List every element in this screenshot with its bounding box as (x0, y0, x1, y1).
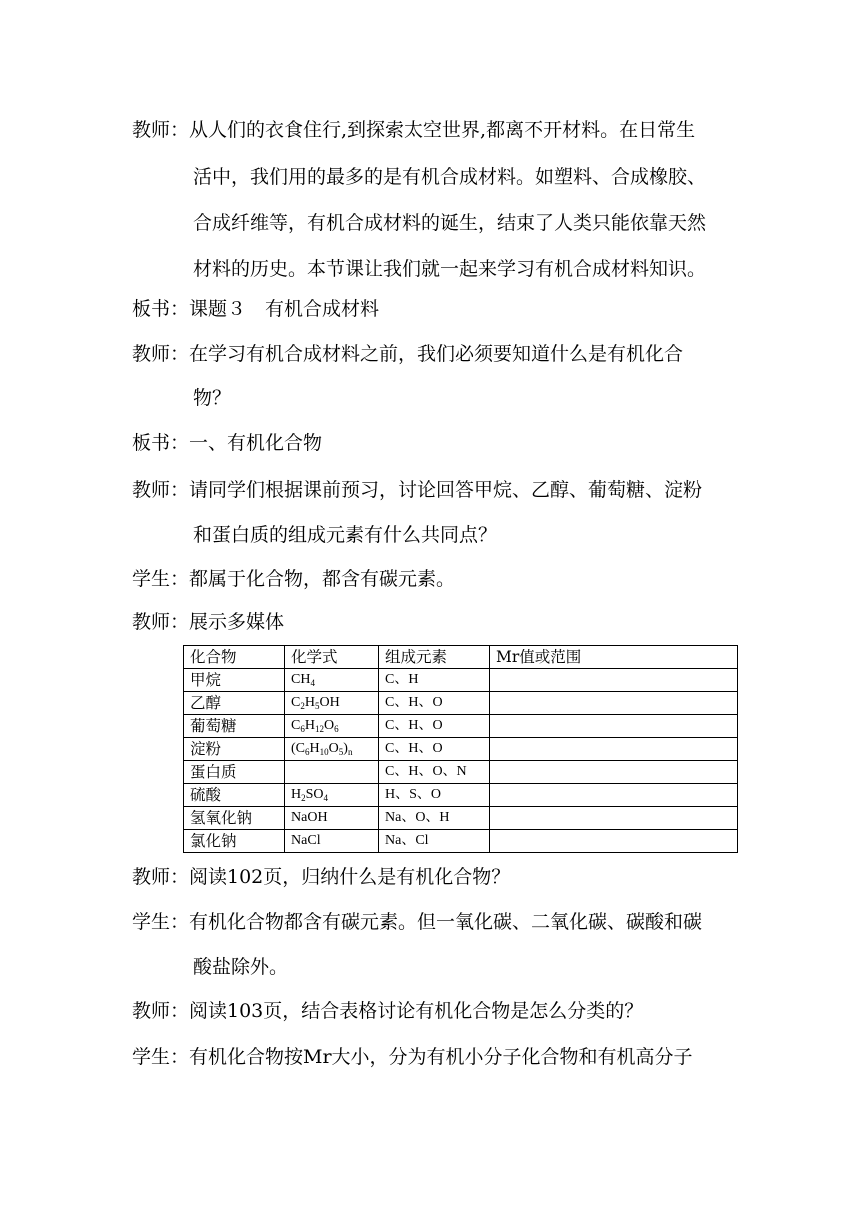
cell-formula: NaCl (285, 830, 379, 853)
paragraph-line: 学生：有机化合物按Mr大小，分为有机小分子化合物和有机高分子 (132, 1046, 693, 1068)
cell-mr (490, 784, 738, 807)
cell-elements: C、H、O (379, 738, 490, 761)
table-row (184, 738, 738, 761)
cell-formula: $C_6H_{12}O_6$ (285, 715, 379, 738)
cell-mr (490, 738, 738, 761)
paragraph-line: 学生：都属于化合物，都含有碳元素。 (132, 568, 456, 590)
cell-elements: Na、Cl (379, 830, 490, 853)
table-row (184, 761, 738, 784)
paragraph-line: 教师：请同学们根据课前预习，讨论回答甲烷、乙醇、葡萄糖、淀粉 (132, 479, 703, 501)
table-row (184, 669, 738, 692)
paragraph-line: 教师：在学习有机合成材料之前，我们必须要知道什么是有机化合 (132, 343, 684, 365)
table-row (184, 692, 738, 715)
cell-compound: 硫酸 (184, 784, 285, 807)
table-row (184, 807, 738, 830)
cell-mr (490, 807, 738, 830)
cell-elements: C、H、O (379, 692, 490, 715)
paragraph-line: 教师：展示多媒体 (132, 611, 285, 633)
cell-compound: 甲烷 (184, 669, 285, 692)
cell-mr (490, 692, 738, 715)
cell-elements: C、H、O、N (379, 761, 490, 784)
cell-formula: $C_2H_5OH$ (285, 692, 379, 715)
cell-mr (490, 669, 738, 692)
cell-formula: $H_2SO_4$ (285, 784, 379, 807)
paragraph-line: 教师：阅读102页，归纳什么是有机化合物？ (132, 866, 511, 888)
paragraph-line: 板书：课题３ 有机合成材料 (132, 298, 380, 320)
cell-formula: NaOH (285, 807, 379, 830)
cell-formula: $CH_4$ (285, 669, 379, 692)
cell-formula: $(C_6H_{10}O_5)_n$ (285, 738, 379, 761)
paragraph-line: 物？ (193, 387, 232, 409)
cell-mr (490, 715, 738, 738)
table-header-cell: 组成元素 (379, 646, 490, 669)
paragraph-line: 合成纤维等，有机合成材料的诞生，结束了人类只能依靠天然 (193, 212, 707, 234)
cell-elements: C、H、O (379, 715, 490, 738)
cell-compound: 氯化钠 (184, 830, 285, 853)
cell-elements: Na、O、H (379, 807, 490, 830)
table-header-row (184, 646, 738, 669)
cell-compound: 淀粉 (184, 738, 285, 761)
paragraph-line: 酸盐除外。 (193, 956, 289, 978)
table-header-cell: Mr值或范围 (490, 646, 738, 669)
cell-compound: 氢氧化钠 (184, 807, 285, 830)
paragraph-line: 教师：阅读103页，结合表格讨论有机化合物是怎么分类的？ (132, 1000, 644, 1022)
cell-compound: 乙醇 (184, 692, 285, 715)
table-row (184, 784, 738, 807)
table-header-cell: 化合物 (184, 646, 285, 669)
paragraph-line: 学生：有机化合物都含有碳元素。但一氧化碳、二氧化碳、碳酸和碳 (132, 911, 703, 933)
paragraph-line: 板书：一、有机化合物 (132, 432, 323, 454)
table-row (184, 715, 738, 738)
cell-elements: C、H (379, 669, 490, 692)
cell-compound: 葡萄糖 (184, 715, 285, 738)
table-header-cell: 化学式 (285, 646, 379, 669)
cell-mr (490, 830, 738, 853)
paragraph-line: 教师：从人们的衣食住行,到探索太空世界,都离不开材料。在日常生 (132, 119, 696, 141)
paragraph-line: 材料的历史。本节课让我们就一起来学习有机合成材料知识。 (193, 258, 707, 280)
paragraph-line: 和蛋白质的组成元素有什么共同点？ (193, 524, 498, 546)
table-body (184, 669, 738, 853)
cell-mr (490, 761, 738, 784)
cell-formula (285, 761, 379, 784)
paragraph-line: 活中，我们用的最多的是有机合成材料。如塑料、合成橡胶、 (193, 166, 707, 188)
cell-elements: H、S、O (379, 784, 490, 807)
compound-table (183, 645, 738, 853)
table-row (184, 830, 738, 853)
cell-compound: 蛋白质 (184, 761, 285, 784)
